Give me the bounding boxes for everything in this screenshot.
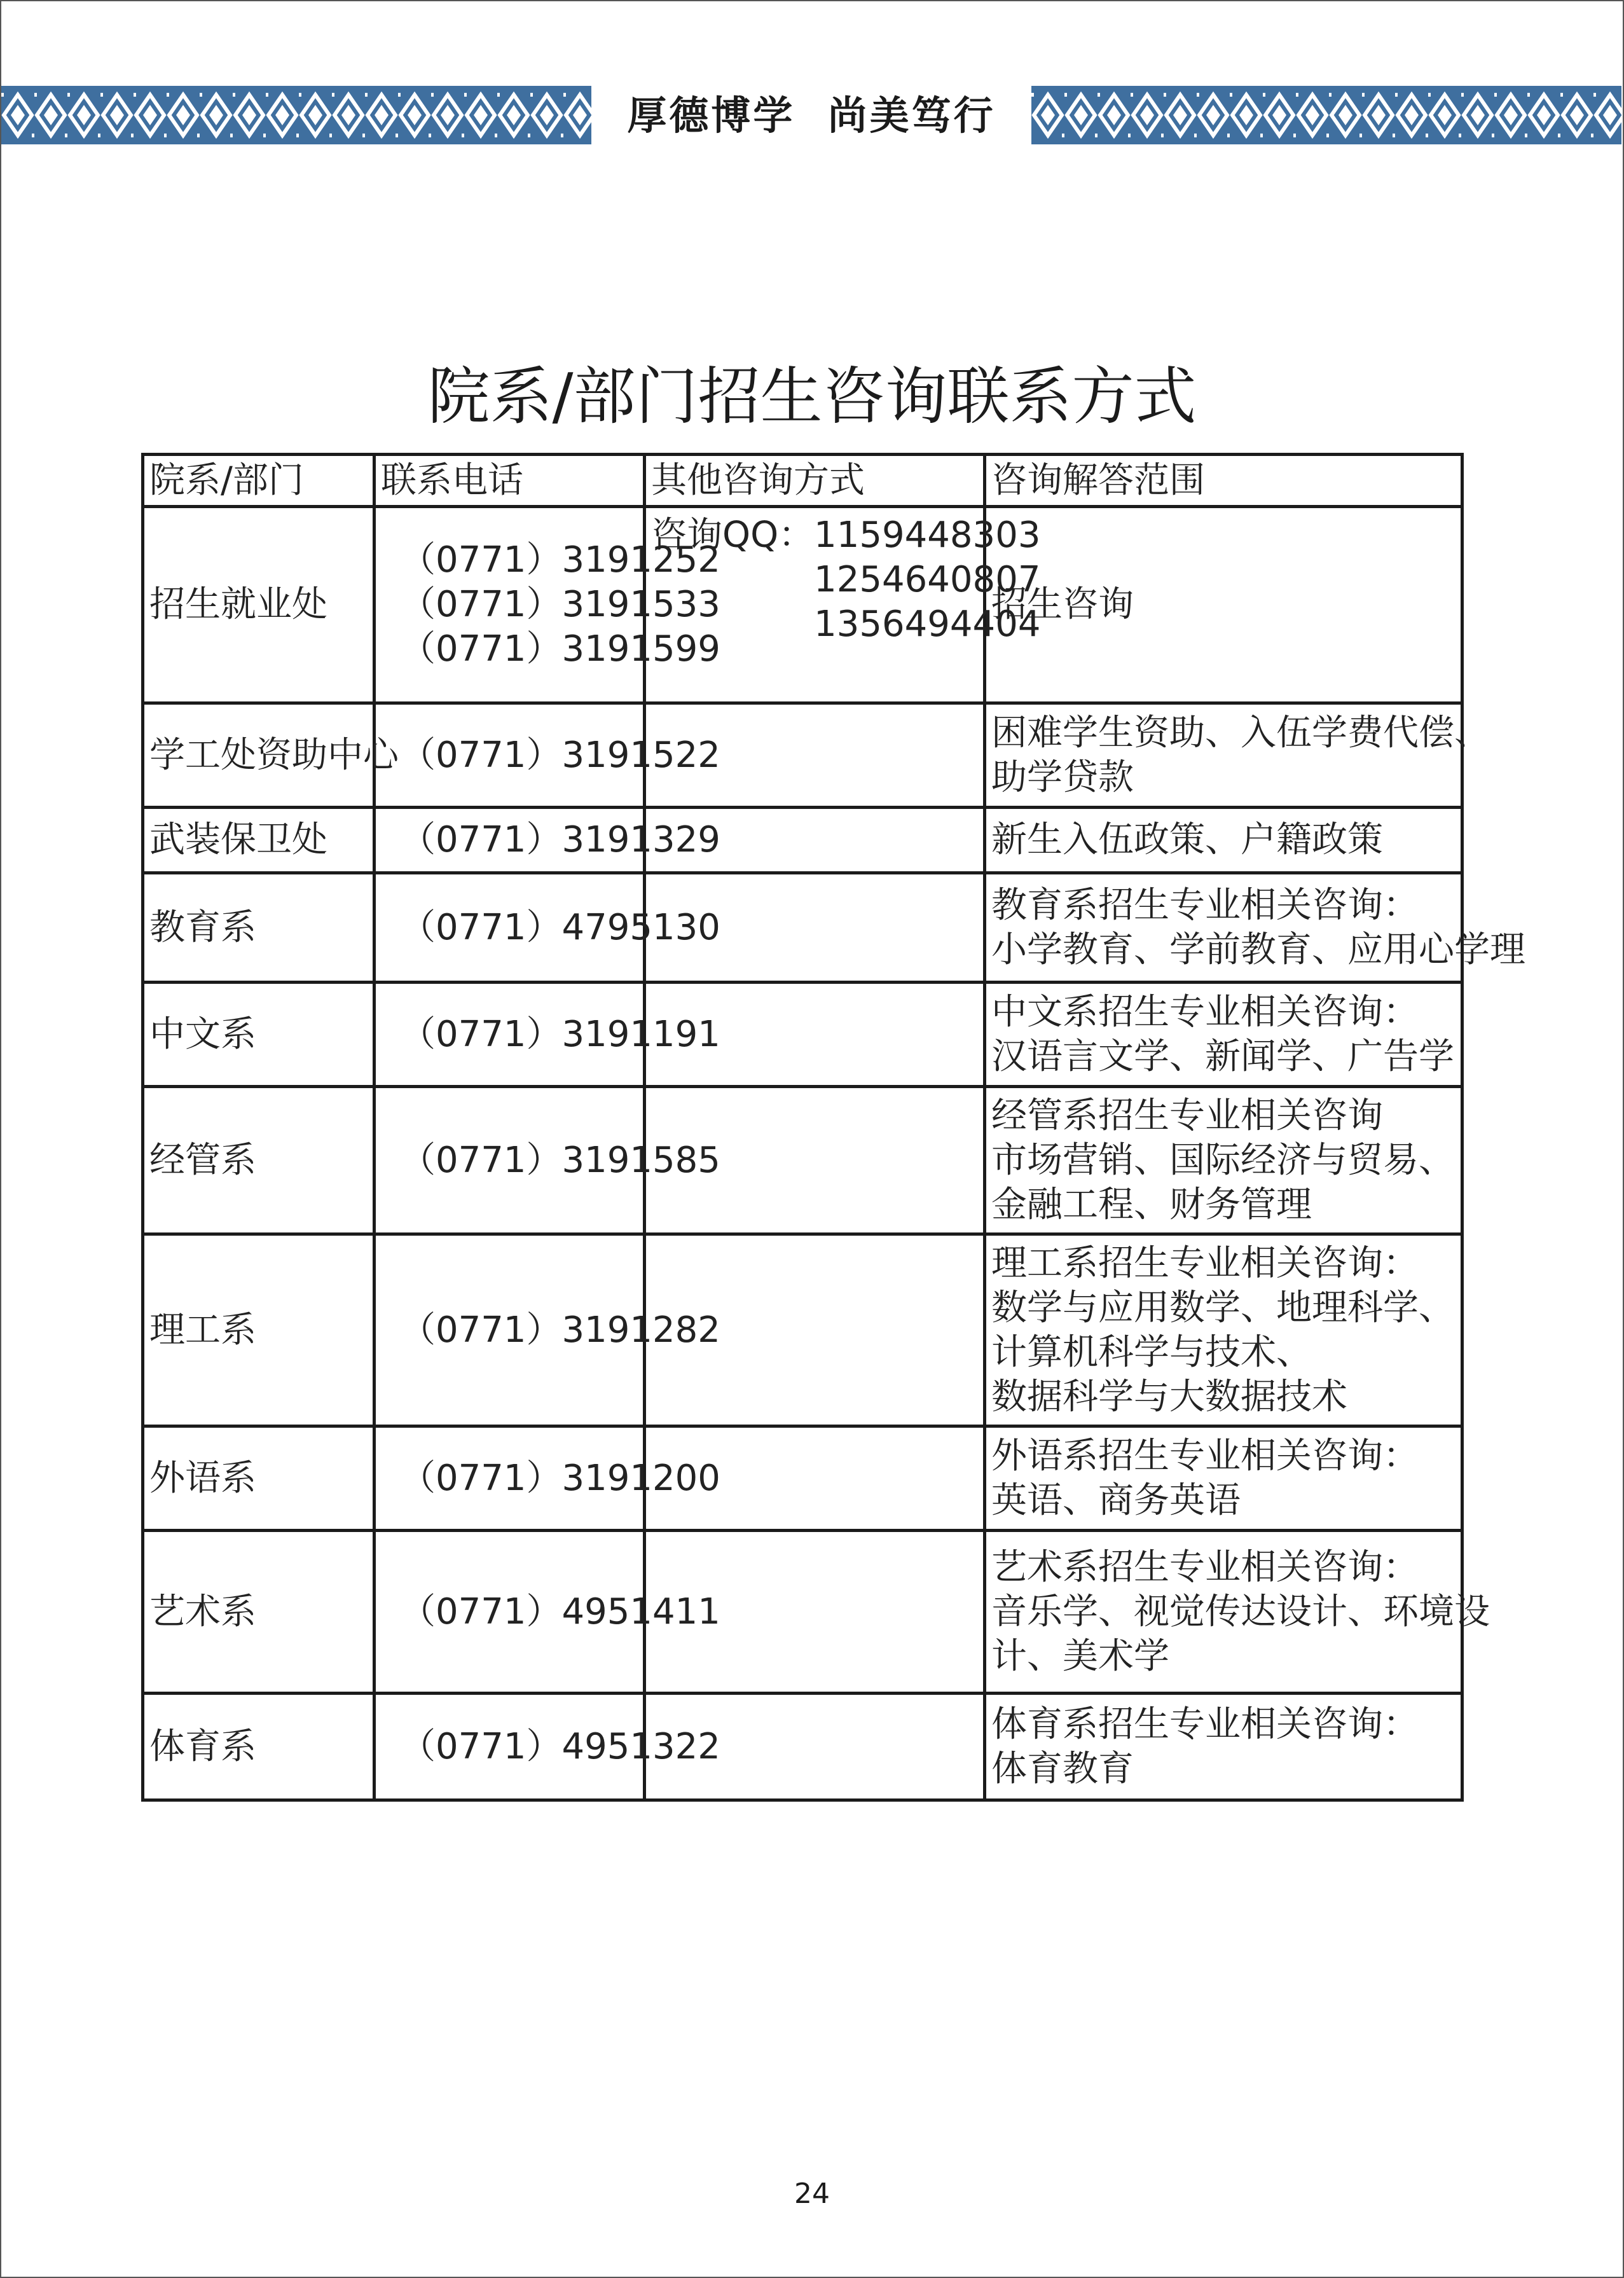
- dept-cell: 外语系: [143, 1426, 375, 1531]
- phone-number: （0771）3191522: [400, 734, 720, 776]
- scope-line: 体育教育: [991, 1748, 1134, 1790]
- table-row: [143, 703, 1462, 808]
- phone-cell: [375, 1426, 720, 1531]
- other-contact-cell: [645, 507, 1041, 703]
- table-row: [143, 1234, 1462, 1426]
- scope-line: 小学教育、学前教育、应用心学理: [991, 928, 1525, 970]
- qq-number: 1159448303: [814, 514, 1041, 556]
- scope-line: 数学与应用数学、地理科学、: [991, 1287, 1454, 1329]
- dept-cell: 中文系: [143, 983, 375, 1087]
- scope-line: 招生咨询: [991, 584, 1134, 625]
- scope-line: 市场营销、国际经济与贸易、: [991, 1139, 1454, 1181]
- document-title: 院系/部门招生咨询联系方式: [427, 361, 1197, 433]
- scope-line: 数据科学与大数据技术: [991, 1376, 1347, 1418]
- phone-number: （0771）4951411: [400, 1591, 720, 1633]
- phone-number: （0771）3191599: [400, 628, 720, 670]
- phone-cell: [375, 1531, 720, 1694]
- scope-cell: [985, 983, 1462, 1087]
- phone-cell: [375, 1234, 720, 1426]
- dept-cell: 学工处资助中心: [143, 703, 375, 808]
- table-row: [143, 873, 1462, 983]
- header-pattern-left: [1, 86, 591, 144]
- header-other: 其他咨询方式: [645, 455, 985, 507]
- table-row: [143, 808, 1462, 873]
- scope-cell: [985, 1694, 1462, 1800]
- phone-number: （0771）3191533: [400, 584, 720, 625]
- dept-cell: 武装保卫处: [143, 808, 375, 873]
- scope-line: 困难学生资助、入伍学费代偿、: [991, 712, 1490, 754]
- phone-cell: [375, 507, 720, 703]
- scope-cell: [985, 703, 1490, 808]
- scope-cell: [985, 1234, 1462, 1426]
- scope-line: 艺术系招生专业相关咨询：: [991, 1546, 1419, 1588]
- header-motto: 厚德博学 尚美笃行: [627, 92, 996, 139]
- qq-label: 咨询QQ：: [651, 514, 815, 556]
- scope-cell: [985, 1531, 1490, 1694]
- qq-number: 1254640807: [814, 559, 1041, 600]
- table-row: [143, 983, 1462, 1087]
- phone-number: （0771）4951322: [400, 1725, 720, 1767]
- header-scope: 咨询解答范围: [985, 455, 1462, 507]
- phone-number: （0771）3191585: [400, 1139, 720, 1181]
- header-phone: 联系电话: [375, 455, 645, 507]
- phone-cell: [375, 808, 720, 873]
- scope-line: 外语系招生专业相关咨询：: [991, 1435, 1419, 1477]
- dept-cell: 教育系: [143, 873, 375, 983]
- phone-number: （0771）3191191: [400, 1013, 720, 1055]
- scope-cell: [985, 873, 1525, 983]
- scope-line: 英语、商务英语: [991, 1479, 1241, 1521]
- table-header-row: [143, 455, 1462, 507]
- table-row: [143, 507, 1462, 703]
- header-pattern-right: [1031, 86, 1621, 144]
- scope-line: 计算机科学与技术、: [991, 1331, 1312, 1373]
- scope-line: 助学贷款: [991, 756, 1134, 798]
- qq-number: 1356494404: [814, 604, 1041, 645]
- scope-line: 计、美术学: [991, 1635, 1169, 1677]
- scope-line: 体育系招生专业相关咨询：: [991, 1703, 1419, 1745]
- phone-cell: [375, 873, 720, 983]
- table-row: [143, 1694, 1462, 1800]
- scope-line: 金融工程、财务管理: [991, 1184, 1312, 1225]
- scope-line: 汉语言文学、新闻学、广告学: [991, 1035, 1454, 1077]
- dept-cell: 艺术系: [143, 1531, 375, 1694]
- dept-cell: 招生就业处: [143, 507, 375, 703]
- scope-line: 教育系招生专业相关咨询：: [991, 884, 1419, 926]
- scope-line: 新生入伍政策、户籍政策: [991, 819, 1383, 860]
- phone-number: （0771）3191252: [400, 539, 720, 581]
- phone-number: （0771）3191329: [400, 819, 720, 860]
- scope-cell: [985, 808, 1462, 873]
- scope-cell: [985, 1426, 1462, 1531]
- table-row: [143, 1426, 1462, 1531]
- phone-cell: [375, 1087, 720, 1234]
- dept-cell: 体育系: [143, 1694, 375, 1800]
- phone-number: （0771）3191200: [400, 1457, 720, 1499]
- scope-line: 经管系招生专业相关咨询: [991, 1094, 1383, 1136]
- phone-cell: [375, 703, 720, 808]
- phone-number: （0771）4795130: [400, 906, 720, 948]
- dept-cell: 理工系: [143, 1234, 375, 1426]
- header-dept: 院系/部门: [143, 455, 375, 507]
- phone-number: （0771）3191282: [400, 1309, 720, 1351]
- scope-cell: [985, 1087, 1462, 1234]
- contact-table: [141, 453, 1525, 1802]
- table-row: [143, 1087, 1462, 1234]
- dept-cell: 经管系: [143, 1087, 375, 1234]
- scope-line: 理工系招生专业相关咨询：: [991, 1242, 1419, 1284]
- scope-line: 音乐学、视觉传达设计、环境设: [991, 1591, 1490, 1633]
- phone-cell: [375, 1694, 720, 1800]
- table-row: [143, 1531, 1462, 1694]
- scope-line: 中文系招生专业相关咨询：: [991, 991, 1419, 1033]
- page-number: 24: [794, 2178, 830, 2210]
- phone-cell: [375, 983, 720, 1087]
